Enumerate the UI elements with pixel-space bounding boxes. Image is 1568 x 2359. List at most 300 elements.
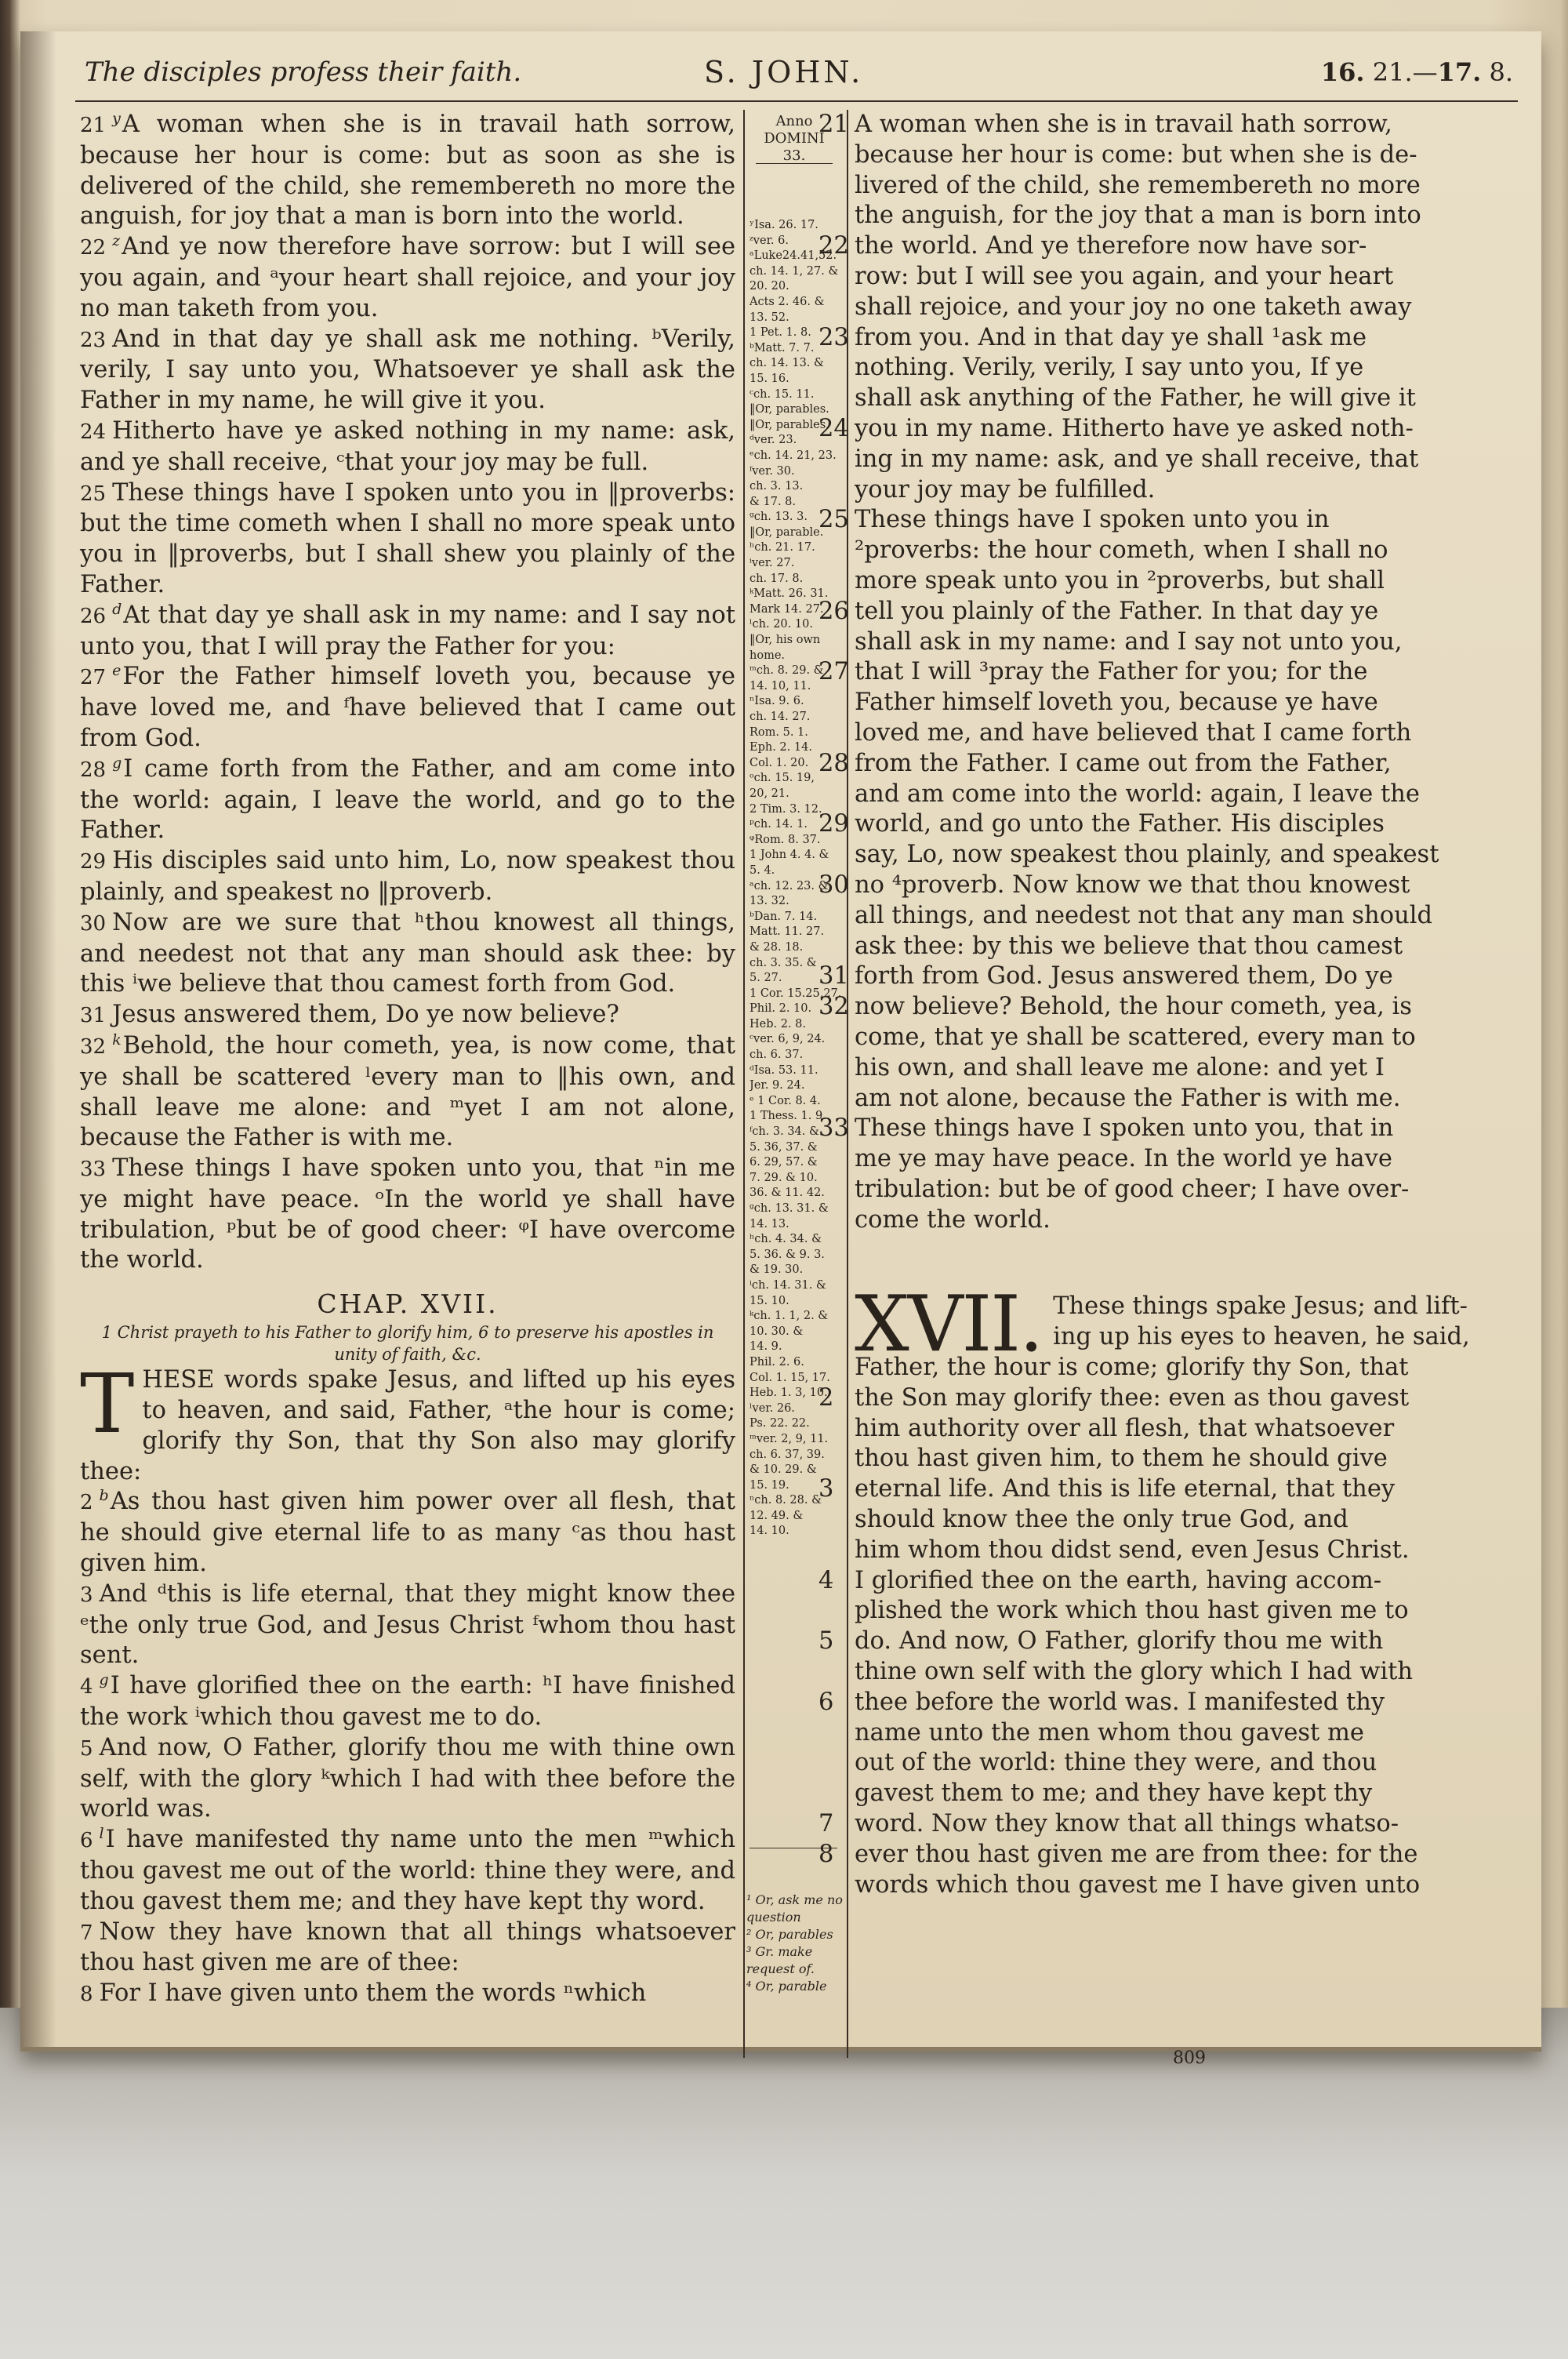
line-text: shall ask in my name: and I say not unto you, (855, 627, 1403, 656)
cross-reference: 15. 10. (750, 1294, 789, 1307)
cross-reference: 15. 19. (750, 1478, 789, 1492)
drop-cap: T (80, 1356, 135, 1452)
verse (80, 1671, 735, 1733)
verse-number: 22 (80, 236, 107, 260)
line-text: am not alone, because the Father is with me. (855, 1084, 1401, 1112)
cross-reference: & 17. 8. (750, 495, 797, 508)
verse-number: 4 (818, 1566, 834, 1594)
cross-reference: ch. 3. 13. (750, 480, 804, 493)
text-line (855, 901, 1526, 932)
line-text: ever thou hast given me are from thee: for the (855, 1840, 1418, 1868)
verse-number: 2 (80, 1491, 93, 1515)
cross-reference: 12. 49. & (750, 1509, 804, 1522)
line-text: the anguish, for the joy that a man is born into (855, 202, 1421, 230)
line-text: Father himself loveth you, because ye have (855, 689, 1378, 717)
verse (80, 1917, 735, 1979)
cross-reference: 36. & 11. 42. (750, 1187, 825, 1200)
line-text: world, and go unto the Father. His disciples (855, 810, 1385, 838)
chapter-numeral: XVII. (855, 1292, 1043, 1354)
text-line (855, 1779, 1526, 1809)
cross-reference: ⁱch. 14. 31. & (750, 1278, 826, 1292)
cross-reference: ᵐver. 2, 9, 11. (750, 1432, 829, 1445)
line-text: all things, and needest not that any man should (855, 901, 1432, 929)
verse-text: Now are we sure that ʰthou knowest all things, and needest not that any man should ask thee: by this ⁱwe believe that thou camest forth from God. (80, 908, 735, 998)
cross-reference: Ps. 22. 22. (750, 1417, 810, 1430)
line-text: thee before the world was. I manifested thy (855, 1688, 1385, 1716)
marginal-note: request of. (746, 1961, 815, 1976)
cross-reference: 13. 52. (750, 311, 789, 324)
verse-number: 7 (80, 1921, 93, 1945)
verse (80, 601, 735, 663)
verse-number: 4 (80, 1675, 93, 1699)
line-text: from you. And in that day ye shall ¹ask me (855, 323, 1367, 351)
line-text: shall ask anything of the Father, he will give it (855, 384, 1416, 413)
verse-number: 31 (818, 962, 849, 990)
verse-text: His disciples said unto him, Lo, now speakest thou plainly, and speakest no ‖proverb. (80, 847, 735, 906)
line-text: word. Now they know that all things whatso- (855, 1810, 1399, 1838)
verse-number: 5 (818, 1627, 834, 1656)
verse-number: 26 (818, 597, 849, 625)
chapter-16-verses (80, 110, 735, 1276)
text-line (818, 323, 1526, 354)
cross-reference: ᵉch. 14. 21, 23. (750, 449, 837, 462)
cross-reference: ʰch. 4. 34. & (750, 1233, 822, 1246)
verse-text: For the Father himself loveth you, because ye have loved me, and ᶠhave believed that I came out from God. (80, 663, 735, 752)
cross-reference: Heb. 2. 8. (750, 1017, 807, 1030)
text-line (818, 992, 1526, 1023)
anno-rule (756, 163, 833, 164)
cross-reference: Mark 14. 27. (750, 602, 824, 616)
text-line (855, 1144, 1526, 1175)
text-line (855, 1870, 1526, 1901)
text-line (818, 1809, 1526, 1840)
cross-reference: 15. 16. (750, 372, 789, 385)
verse-number: 31 (80, 1004, 107, 1028)
marginal-note: ⁴ Or, parable (746, 1979, 827, 1994)
line-text: his own, and shall leave me alone: and yet I (855, 1053, 1385, 1081)
line-text: me ye may have peace. In the world ye have (855, 1145, 1392, 1173)
cross-reference: ‖Or, parable. (750, 525, 824, 539)
verse-text: Hitherto have ye asked nothing in my name: ask, and ye shall receive, ᶜthat your joy may be full. (80, 416, 735, 476)
verse-number: 25 (80, 482, 107, 506)
text-line (855, 932, 1526, 962)
cross-reference: 5. 27. (750, 972, 782, 985)
reference-mark: e (112, 662, 122, 680)
text-line (818, 809, 1526, 840)
cross-reference: ᵉ 1 Cor. 8. 4. (750, 1094, 821, 1107)
verse-number: 8 (818, 1840, 834, 1868)
reference-mark: l (99, 1825, 104, 1843)
text-line (855, 171, 1526, 202)
verse-number: 27 (80, 666, 107, 690)
verse-number: 33 (818, 1114, 849, 1143)
cross-reference: Matt. 11. 27. (750, 925, 825, 939)
anno-label: Anno (775, 113, 813, 129)
cross-reference: ᵇDan. 7. 14. (750, 910, 818, 923)
text-line (855, 445, 1526, 475)
text-line (855, 780, 1526, 810)
text-line (818, 1566, 1526, 1597)
verse-number: 27 (818, 658, 849, 686)
opening-line-1: These things spake Jesus; and lift- (1053, 1292, 1468, 1321)
line-text: that I will ³pray the Father for you; for the (855, 658, 1368, 686)
text-line (855, 293, 1526, 323)
marginal-notes (746, 1892, 844, 1995)
verse (80, 908, 735, 1000)
text-line (855, 1175, 1526, 1205)
cross-reference: Col. 1. 20. (750, 756, 809, 769)
cross-reference: Acts 2. 46. & (750, 295, 825, 308)
reference-mark: g (112, 754, 122, 772)
cross-reference: ᵍch. 13. 31. & (750, 1202, 829, 1215)
line-text: These things have I spoken unto you in (855, 506, 1330, 534)
range-verse-end: 8. (1481, 57, 1513, 87)
cross-reference: & 28. 18. (750, 940, 804, 954)
cross-reference: 6. 29, 57. & (750, 1156, 818, 1169)
verse-text: For I have given unto them the words ⁿwhich (99, 1979, 647, 2008)
verse-number: 2 (818, 1383, 834, 1412)
cross-reference: 5. 4. (750, 863, 775, 877)
cross-reference: 2 Tim. 3. 12. (750, 802, 822, 816)
line-text: should know thee the only true God, and (855, 1506, 1348, 1534)
cross-reference: ᵐch. 8. 29. & (750, 664, 824, 678)
cross-reference: & 10. 29. & (750, 1463, 817, 1477)
chapter-16-lines (818, 110, 1526, 1235)
text-line (855, 1205, 1526, 1236)
line-text: eternal life. And this is life eternal, that they (855, 1475, 1396, 1503)
cross-reference: ᵏMatt. 26. 31. (750, 587, 829, 601)
verse-number: 5 (80, 1736, 93, 1761)
line-text: name unto the men whom thou gavest me (855, 1718, 1364, 1747)
verse-number: 7 (818, 1810, 834, 1838)
verse-text: And ye now therefore have sorrow: but I will see you again, and ᵃyour heart shall rejoice, and your joy no man taketh from you. (80, 233, 735, 322)
opening-line-2: ing up his eyes to heaven, he said, (1053, 1323, 1470, 1351)
cross-reference: 14. 13. (750, 1217, 789, 1230)
verse-text: Jesus answered them, Do ye now believe? (112, 1001, 619, 1029)
line-text: words which thou gavest me I have given unto (855, 1870, 1421, 1899)
left-text-column (80, 110, 735, 2010)
bible-page (20, 31, 1541, 2068)
line-text: now believe? Behold, the hour cometh, yea, is (855, 993, 1412, 1021)
line-text: ²proverbs: the hour cometh, when I shall no (855, 536, 1388, 565)
line-text: Father, the hour is come; glorify thy Son, that (855, 1354, 1409, 1382)
verse-number: 30 (818, 871, 849, 899)
cross-reference: ᵃch. 12. 23. & (750, 879, 829, 892)
line-text: plished the work which thou hast given me to (855, 1597, 1409, 1625)
line-text: forth from God. Jesus answered them, Do ye (855, 962, 1393, 990)
chapter-17-verses (80, 1487, 735, 2010)
cross-reference: ch. 6. 37. (750, 1049, 804, 1062)
text-line (818, 597, 1526, 627)
verse-number: 24 (818, 414, 849, 442)
cross-reference: ᵠRom. 8. 37. (750, 833, 821, 846)
range-verse-start: 21.— (1364, 57, 1438, 87)
verse-number: 24 (80, 420, 107, 444)
verse (80, 846, 735, 908)
verse (80, 478, 735, 601)
text-line (855, 353, 1526, 383)
text-line (855, 1505, 1526, 1536)
line-text: I glorified thee on the earth, having accom- (855, 1566, 1382, 1594)
book-title: S. JOHN. (704, 55, 864, 89)
cross-reference: 5. 36, 37. & (750, 1140, 818, 1154)
verse-text: A woman when she is in travail hath sorrow, because her hour is come: but as soon as she is delivered of the child, she remembereth no more the anguish, for joy that a man is born into the world. (80, 111, 735, 231)
marginal-note: question (746, 1910, 801, 1925)
chapter-gap (855, 1235, 1526, 1292)
verse-text: At that day ye shall ask in my name: and I say not unto you, that I will pray the Father for you: (80, 601, 735, 660)
reference-mark: g (99, 1671, 109, 1689)
line-text: the Son may glorify thee: even as thou gavest (855, 1383, 1410, 1412)
line-text: the world. And ye therefore now have sor- (855, 232, 1367, 260)
text-line (855, 475, 1526, 506)
line-text: him authority over all flesh, that whatsoever (855, 1414, 1395, 1442)
line-text: row: but I will see you again, and your heart (855, 262, 1394, 290)
page-number: 809 (1173, 2048, 1206, 2068)
cross-reference: 14. 10. (750, 1525, 789, 1538)
verse-number: 6 (80, 1829, 93, 1853)
verse-number: 21 (818, 111, 849, 138)
line-text: nothing. Verily, verily, I say unto you, If ye (855, 354, 1364, 382)
verse-text: I came forth from the Father, and am come into the world: again, I leave the world, and go to the Father. (80, 754, 735, 845)
verse-number: 32 (80, 1034, 107, 1059)
right-text-column (818, 110, 1526, 1900)
verse-text: These things have I spoken unto you in ‖proverbs: but the time cometh when I shall no more speak unto you in ‖proverbs, but I shall shew you plainly of the Father. (80, 478, 735, 598)
verse-number: 23 (818, 323, 849, 351)
line-text: out of the world: thine they were, and thou (855, 1749, 1377, 1777)
cross-reference: ‖Or, parables. (750, 403, 829, 416)
cross-reference: ch. 14. 27. (750, 711, 811, 723)
cross-reference: 20, 21. (750, 787, 789, 800)
cross-reference: ᵈIsa. 53. 11. (750, 1063, 818, 1077)
verse-number: 25 (818, 506, 849, 534)
cross-reference: ʰch. 21. 17. (750, 541, 815, 554)
text-line (818, 1627, 1526, 1657)
table-surface (0, 2008, 1568, 2359)
reference-mark: z (112, 232, 121, 250)
line-text: tribulation: but be of good cheer; I have over- (855, 1175, 1410, 1203)
marginal-note: ³ Gr. make (746, 1944, 813, 1959)
verse-number: 3 (80, 1583, 93, 1607)
cross-reference: ch. 6. 37, 39. (750, 1448, 825, 1461)
verse-number: 29 (818, 810, 849, 838)
marginal-note: ² Or, parables (746, 1927, 833, 1942)
cross-reference: ch. 14. 1, 27. & (750, 264, 839, 278)
verse-number: 3 (818, 1475, 834, 1503)
text-line (818, 505, 1526, 536)
verse (80, 1031, 735, 1154)
cross-reference: 14. 9. (750, 1340, 782, 1354)
line-text: thine own self with the glory which I had with (855, 1658, 1414, 1686)
verse (80, 416, 735, 478)
cross-reference: ʸIsa. 26. 17. (750, 219, 818, 231)
cross-reference: 1 Pet. 1. 8. (750, 326, 811, 340)
verse-text: Now they have known that all things whatsoever thou hast given me are of thee: (80, 1917, 735, 1977)
cross-reference: ᶻver. 6. (750, 234, 789, 247)
text-line (855, 1053, 1526, 1084)
verse-number: 6 (818, 1688, 834, 1716)
marginal-note: ¹ Or, ask me no (746, 1892, 843, 1907)
text-line (855, 1718, 1526, 1749)
cross-reference: ch. 14. 13. & (750, 357, 824, 370)
verse-number: 32 (818, 993, 849, 1021)
cross-reference: ᵒch. 15. 19, (750, 772, 815, 785)
line-text: and am come into the world: again, I leave the (855, 780, 1420, 808)
cross-reference: 7. 29. & 10. (750, 1171, 818, 1184)
cross-reference: ᶠch. 3. 34. & (750, 1125, 819, 1139)
text-line (855, 840, 1526, 871)
line-text: your joy may be fulfilled. (855, 475, 1156, 503)
cross-reference: ˡch. 20. 10. (750, 618, 813, 631)
verse (80, 754, 735, 846)
cross-reference: home. (750, 649, 786, 662)
verse (80, 232, 735, 324)
cross-reference: 14. 10, 11. (750, 679, 811, 692)
verse-text: As thou hast given him power over all flesh, that he should give eternal life to as many ᶜas thou hast given him. (80, 1488, 735, 1578)
cross-reference: Col. 1. 15, 17. (750, 1371, 830, 1384)
verse (80, 110, 735, 232)
cross-reference: & 19. 30. (750, 1263, 804, 1277)
text-line (855, 1596, 1526, 1627)
text-line (855, 383, 1526, 414)
line-text: come the world. (855, 1205, 1051, 1234)
line-text: shall rejoice, and your joy no one taketh away (855, 293, 1412, 321)
verse-number: 21 (80, 114, 107, 137)
verse-number: 30 (80, 911, 107, 936)
cross-reference: 13. 32. (750, 895, 789, 908)
cross-reference: Rom. 5. 1. (750, 725, 808, 739)
reference-mark: y (112, 109, 121, 127)
line-text: gavest them to me; and they have kept thy (855, 1779, 1373, 1808)
verse (80, 1579, 735, 1671)
chapter-title: CHAP. XVII. (317, 1289, 499, 1320)
cross-reference: ᶜch. 15. 11. (750, 387, 815, 401)
text-line (855, 1414, 1526, 1445)
cross-reference: 10. 30. & (750, 1325, 804, 1338)
line-text: do. And now, O Father, glorify thou me with (855, 1627, 1384, 1656)
chapter-summary: 1 Christ prayeth to his Father to glorify him, 6 to preserve his apostles in unity of faith, &c. (101, 1323, 714, 1365)
cross-reference: ⁿIsa. 9. 6. (750, 695, 804, 708)
verse (80, 1979, 735, 2010)
cross-reference: ‖Or, his own (750, 634, 821, 647)
text-line (855, 201, 1526, 231)
text-line (855, 718, 1526, 749)
text-line (855, 1657, 1526, 1688)
verse-text: Behold, the hour cometh, yea, is now come, that ye shall be scattered ˡevery man to ‖his own, and shall leave me alone: and ᵐyet I am not alone, because the Father is with me. (80, 1031, 735, 1152)
line-text: livered of the child, she remembereth no more (855, 171, 1421, 199)
reference-mark: k (112, 1030, 122, 1049)
verse-number: 29 (80, 850, 107, 874)
cross-reference: Phil. 2. 10. (750, 1002, 812, 1016)
line-text: you in my name. Hitherto have ye asked noth- (855, 414, 1414, 442)
reference-mark: b (99, 1487, 109, 1505)
line-text: loved me, and have believed that I came forth (855, 718, 1412, 747)
verse-number: 28 (80, 758, 107, 782)
text-line (818, 749, 1526, 780)
text-line (818, 961, 1526, 992)
text-line (855, 140, 1526, 171)
cross-reference: ⁱver. 27. (750, 557, 795, 570)
cross-reference: ᶠver. 30. (750, 464, 795, 478)
text-line (855, 1748, 1526, 1779)
cross-reference: 20. 20. (750, 280, 789, 293)
cross-reference: 1 Cor. 15.25,27. (750, 987, 842, 1000)
chapter-17-verse-1 (80, 1356, 735, 1487)
text-line (855, 688, 1526, 718)
line-text: ing in my name: ask, and ye shall receive, that (855, 445, 1419, 473)
range-chapter-start: 16. (1320, 57, 1365, 87)
cross-reference: ᵍch. 13. 3. (750, 511, 808, 524)
range-chapter-end: 17. (1437, 57, 1482, 87)
verse-number: 33 (80, 1158, 107, 1182)
spine-shadow (20, 31, 56, 2047)
verse-number: 8 (80, 1983, 93, 2007)
line-text: A woman when she is in travail hath sorrow, (855, 111, 1392, 138)
verse-text: And ᵈthis is life eternal, that they might know thee ᵉthe only true God, and Jesus Christ ᶠwhom thou hast sent. (80, 1579, 735, 1670)
cross-reference: ch. 3. 35. & (750, 956, 817, 969)
verse (80, 325, 735, 416)
cross-reference: ᵖch. 14. 1. (750, 818, 808, 831)
text-line (855, 1023, 1526, 1053)
verse (80, 1000, 735, 1031)
text-line (855, 627, 1526, 658)
text-line (818, 657, 1526, 688)
verse-text: And now, O Father, glorify thou me with thine own self, with the glory ᵏwhich I had with thee before the world was. (80, 1733, 735, 1823)
line-text: him whom thou didst send, even Jesus Christ. (855, 1536, 1410, 1564)
text-line (818, 414, 1526, 445)
reference-mark: d (112, 600, 122, 618)
line-text: no ⁴proverb. Now know we that thou knowest (855, 871, 1410, 899)
verse-text: These things I have spoken unto you, that ⁿin me ye might have peace. ᵒIn the world ye shall have tribulation, ᵖbut be of good cheer: ᵠI have overcome the world. (80, 1154, 735, 1274)
chapter-17-lines (818, 1353, 1526, 1900)
cross-reference: ᵈver. 23. (750, 434, 797, 447)
text-line (855, 1353, 1526, 1383)
text-line (855, 262, 1526, 293)
cross-reference: 5. 36. & 9. 3. (750, 1248, 825, 1261)
cross-reference: 1 John 4. 4. & (750, 849, 829, 862)
cross-reference: ᵇMatt. 7. 7. (750, 341, 815, 354)
cross-reference: ‖Or, parables. (750, 418, 829, 431)
line-text: ask thee: by this we believe that thou camest (855, 932, 1403, 960)
text-line (818, 1114, 1526, 1144)
cross-reference: ch. 17. 8. (750, 572, 804, 585)
text-line (818, 871, 1526, 901)
cross-reference: Phil. 2. 6. (750, 1355, 804, 1369)
line-text: more speak unto you in ²proverbs, but shall (855, 566, 1385, 594)
verse (80, 1154, 735, 1276)
line-text: come, that ye shall be scattered, every man to (855, 1023, 1416, 1051)
line-text: from the Father. I came out from the Father, (855, 749, 1392, 777)
verse-1-text: HESE words spake Jesus, and lifted up his eyes to heaven, and said, Father, ᵃthe hour is come; glorify thy Son, that thy Son also may glorify thee: (80, 1366, 735, 1485)
text-line (818, 231, 1526, 262)
chapter-17-opening (855, 1292, 1526, 1353)
text-line (818, 1474, 1526, 1505)
cross-reference: ⁿch. 8. 28. & (750, 1494, 822, 1507)
line-text: because her hour is come: but when she is de- (855, 140, 1417, 169)
text-line (855, 536, 1526, 566)
verse-text: I have glorified thee on the earth: ʰI have finished the work ⁱwhich thou gavest me to do. (80, 1672, 735, 1732)
cross-reference: ᵏch. 1. 1, 2. & (750, 1310, 829, 1323)
verse-text: And in that day ye shall ask me nothing. ᵇVerily, verily, I say unto you, Whatsoever ye shall ask the Father in my name, he will give it you. (80, 325, 735, 415)
verse (80, 1825, 735, 1917)
verse (80, 1487, 735, 1579)
line-text: These things have I spoken unto you, that in (855, 1114, 1394, 1143)
cross-reference: 1 Thess. 1. 9. (750, 1110, 826, 1123)
cross-reference: Heb. 1. 3, 10. (750, 1387, 828, 1400)
line-text: thou hast given him, to them he should give (855, 1445, 1388, 1473)
verse-number: 28 (818, 749, 849, 777)
cross-reference: ᵃLuke24.41,52. (750, 249, 837, 263)
text-line (855, 1536, 1526, 1566)
